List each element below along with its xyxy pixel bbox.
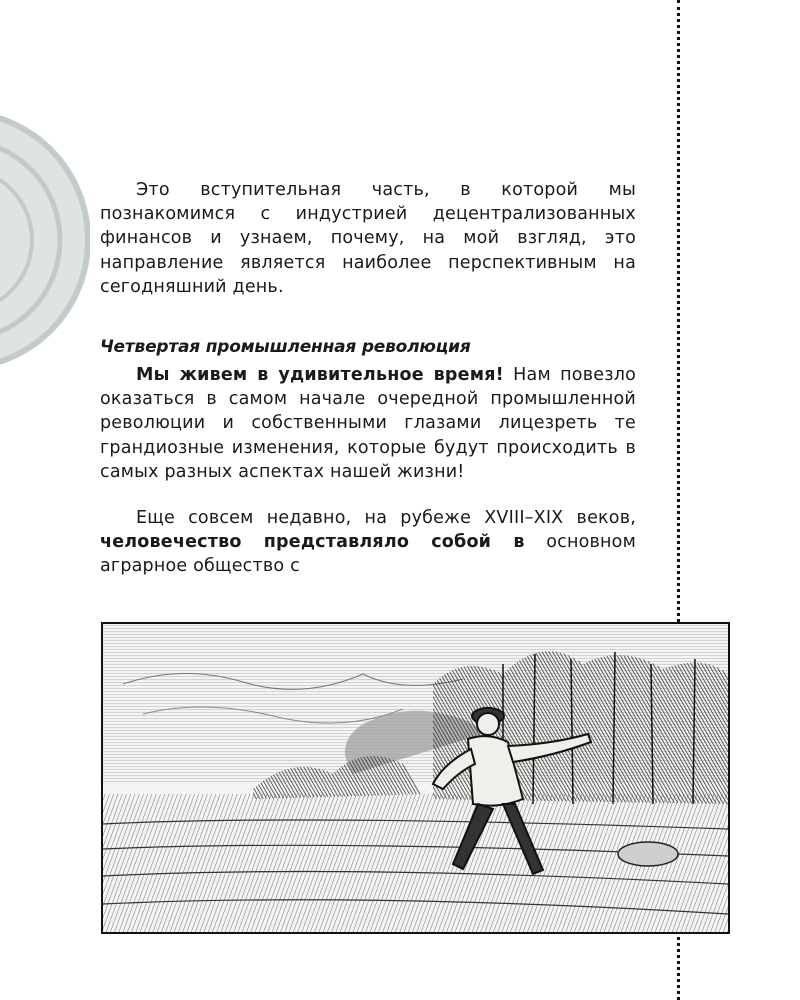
- paragraph-1: [100, 363, 636, 484]
- intro-paragraph: Это вступительная часть, в которой мы познакомимся с индустрией децентрализованных финансов и узнаем, почему, на мой взгляд, это направление является наиболее перспективным на сегодняшний день.: [100, 180, 636, 297]
- paragraph-2-start: Еще совсем недавно, на рубеже XVIII–XIX веков,: [136, 508, 636, 529]
- engraving-sower-icon: [103, 624, 728, 932]
- page-text: [100, 178, 636, 601]
- paragraph-2: [100, 506, 636, 579]
- section-heading: Четвертая промышленная революция: [100, 337, 471, 358]
- paragraph-2-bold: человечество представляло собой в: [100, 532, 525, 553]
- sower-illustration: [101, 622, 730, 934]
- paragraph-2-rest: основном аграрное общество с: [100, 532, 636, 577]
- decorative-circles-icon: [0, 110, 90, 370]
- paragraph-1-rest: Нам повезло оказаться в самом начале очередной промышленной революции и собственными глазами лицезреть те грандиозные изменения, которые будут происходить в самых разных аспектах нашей жизни!: [100, 365, 636, 482]
- paragraph-1-bold: Мы живем в удивительное время!: [136, 365, 504, 386]
